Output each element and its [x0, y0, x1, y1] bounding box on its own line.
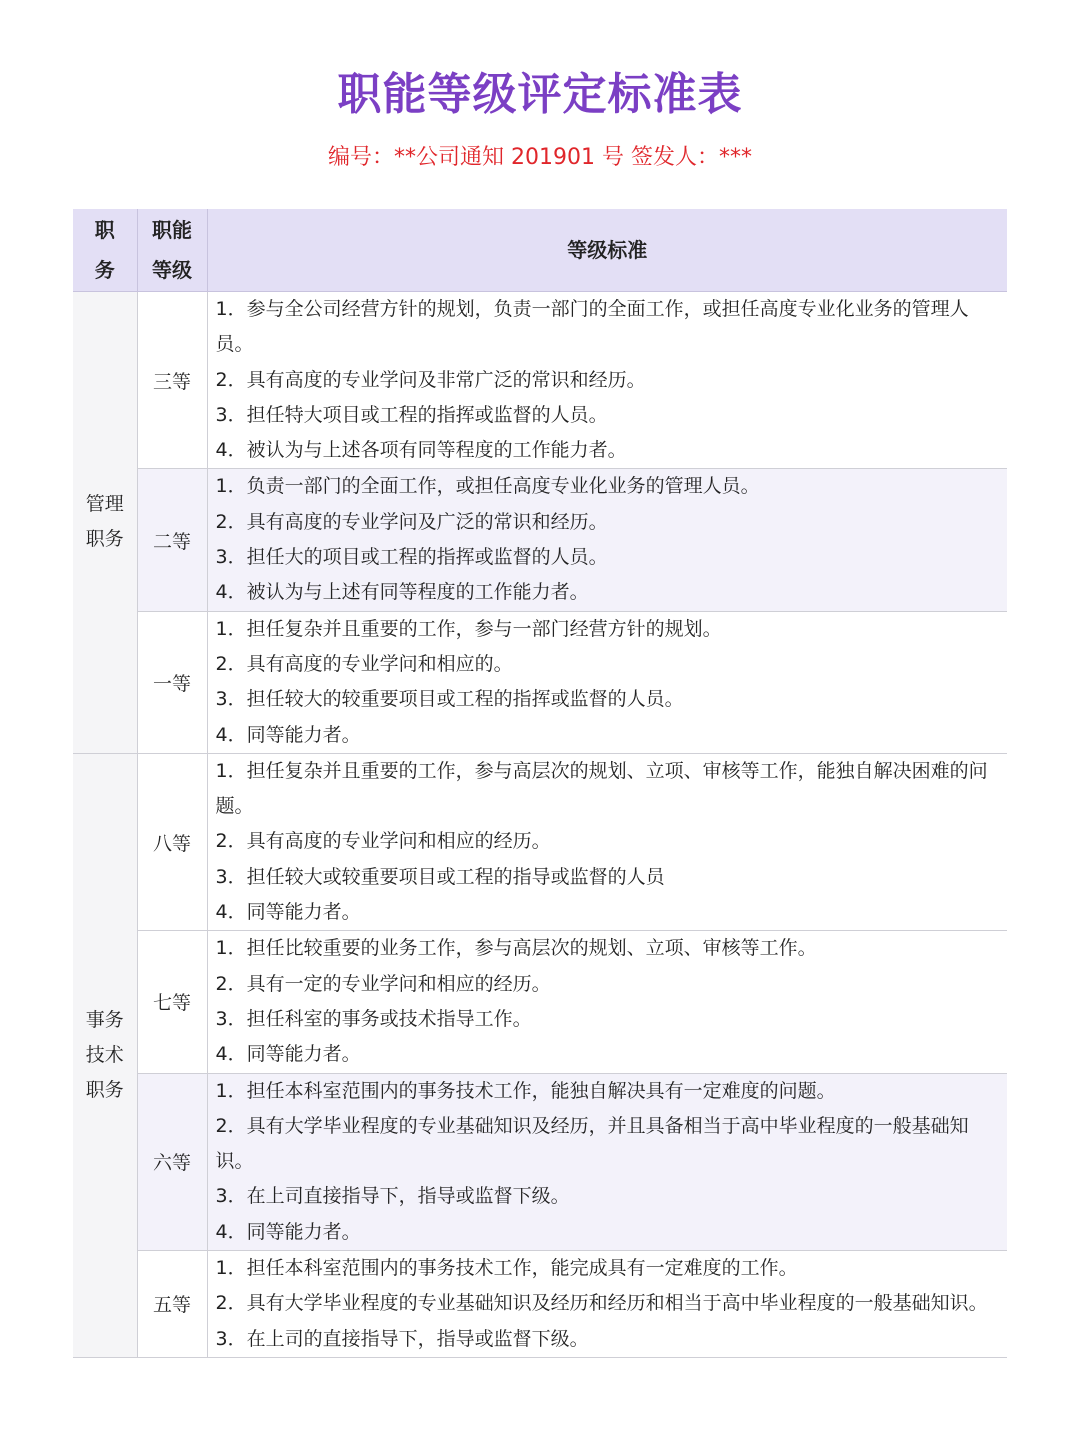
grade-cell: 六等	[137, 1073, 207, 1250]
standard-item: 1．担任本科室范围内的事务技术工作，能完成具有一定难度的工作。	[215, 1257, 798, 1280]
grade-cell: 五等	[137, 1251, 207, 1358]
header-role: 职 务	[73, 209, 137, 292]
standard-cell	[207, 1251, 1007, 1358]
grade-standards-table	[73, 209, 1007, 1358]
table-row	[73, 753, 1007, 930]
header-row	[73, 209, 1007, 292]
standard-item: 4．同等能力者。	[215, 1220, 361, 1243]
grade-cell: 七等	[137, 931, 207, 1073]
standard-item: 1．担任复杂并且重要的工作，参与高层次的规划、立项、审核等工作，能独自解决困难的问题。	[215, 759, 988, 818]
standard-item: 2．具有高度的专业学问和相应的。	[215, 652, 513, 675]
standard-item: 3．担任大的项目或工程的指挥或监督的人员。	[215, 546, 608, 569]
standard-item: 3．担任较大的较重要项目或工程的指挥或监督的人员。	[215, 688, 684, 711]
table-row	[73, 931, 1007, 1073]
grade-cell: 一等	[137, 611, 207, 753]
standard-item: 3．在上司的直接指导下，指导或监督下级。	[215, 1327, 589, 1350]
header-grade: 职能 等级	[137, 209, 207, 292]
standard-item: 4．同等能力者。	[215, 901, 361, 924]
standard-cell	[207, 1073, 1007, 1250]
header-standard: 等级标准	[207, 209, 1007, 292]
standard-item: 2．具有大学毕业程度的专业基础知识及经历，并且具备相当于高中毕业程度的一般基础知识。	[215, 1114, 969, 1173]
standard-item: 4．同等能力者。	[215, 1043, 361, 1066]
standard-item: 3．担任特大项目或工程的指挥或监督的人员。	[215, 403, 608, 426]
standard-item: 1．参与全公司经营方针的规划，负责一部门的全面工作，或担任高度专业化业务的管理人员。	[215, 298, 969, 356]
table-row	[73, 611, 1007, 753]
standard-item: 1．担任比较重要的业务工作，参与高层次的规划、立项、审核等工作。	[215, 937, 817, 960]
standard-item: 2．具有高度的专业学问及广泛的常识和经历。	[215, 510, 608, 533]
standard-cell	[207, 292, 1007, 469]
standard-cell	[207, 611, 1007, 753]
standard-item: 3．在上司直接指导下，指导或监督下级。	[215, 1185, 570, 1208]
standard-item: 2．具有大学毕业程度的专业基础知识及经历和经历和相当于高中毕业程度的一般基础知识。	[215, 1292, 988, 1315]
page-title: 职能等级评定标准表	[337, 69, 743, 120]
table-row	[73, 469, 1007, 611]
standard-item: 1．担任复杂并且重要的工作，参与一部门经营方针的规划。	[215, 617, 722, 640]
standard-item: 2．具有高度的专业学问和相应的经历。	[215, 830, 551, 853]
standard-cell	[207, 753, 1007, 930]
role-cell-management: 管理 职务	[73, 292, 137, 754]
table-row	[73, 292, 1007, 469]
standard-item: 4．被认为与上述各项有同等程度的工作能力者。	[215, 439, 627, 462]
table-row	[73, 1073, 1007, 1250]
grade-standards-table-wrap	[73, 209, 1007, 1358]
standard-item: 1．担任本科室范围内的事务技术工作，能独自解决具有一定难度的问题。	[215, 1079, 836, 1102]
standard-item: 2．具有一定的专业学问和相应的经历。	[215, 972, 551, 995]
standard-item: 4．同等能力者。	[215, 723, 361, 746]
table-row	[73, 1251, 1007, 1358]
standard-cell	[207, 469, 1007, 611]
document-number: 编号：**公司通知 201901 号 签发人：***	[328, 145, 752, 170]
grade-cell: 三等	[137, 292, 207, 469]
standard-item: 4．被认为与上述有同等程度的工作能力者。	[215, 581, 589, 604]
grade-cell: 二等	[137, 469, 207, 611]
grade-cell: 八等	[137, 753, 207, 930]
standard-item: 3．担任科室的事务或技术指导工作。	[215, 1007, 532, 1030]
role-cell-technical: 事务 技术 职务	[73, 753, 137, 1357]
standard-cell	[207, 931, 1007, 1073]
standard-item: 2．具有高度的专业学问及非常广泛的常识和经历。	[215, 368, 646, 391]
standard-item: 3．担任较大或较重要项目或工程的指导或监督的人员	[215, 865, 665, 888]
standard-item: 1．负责一部门的全面工作，或担任高度专业化业务的管理人员。	[215, 475, 760, 498]
